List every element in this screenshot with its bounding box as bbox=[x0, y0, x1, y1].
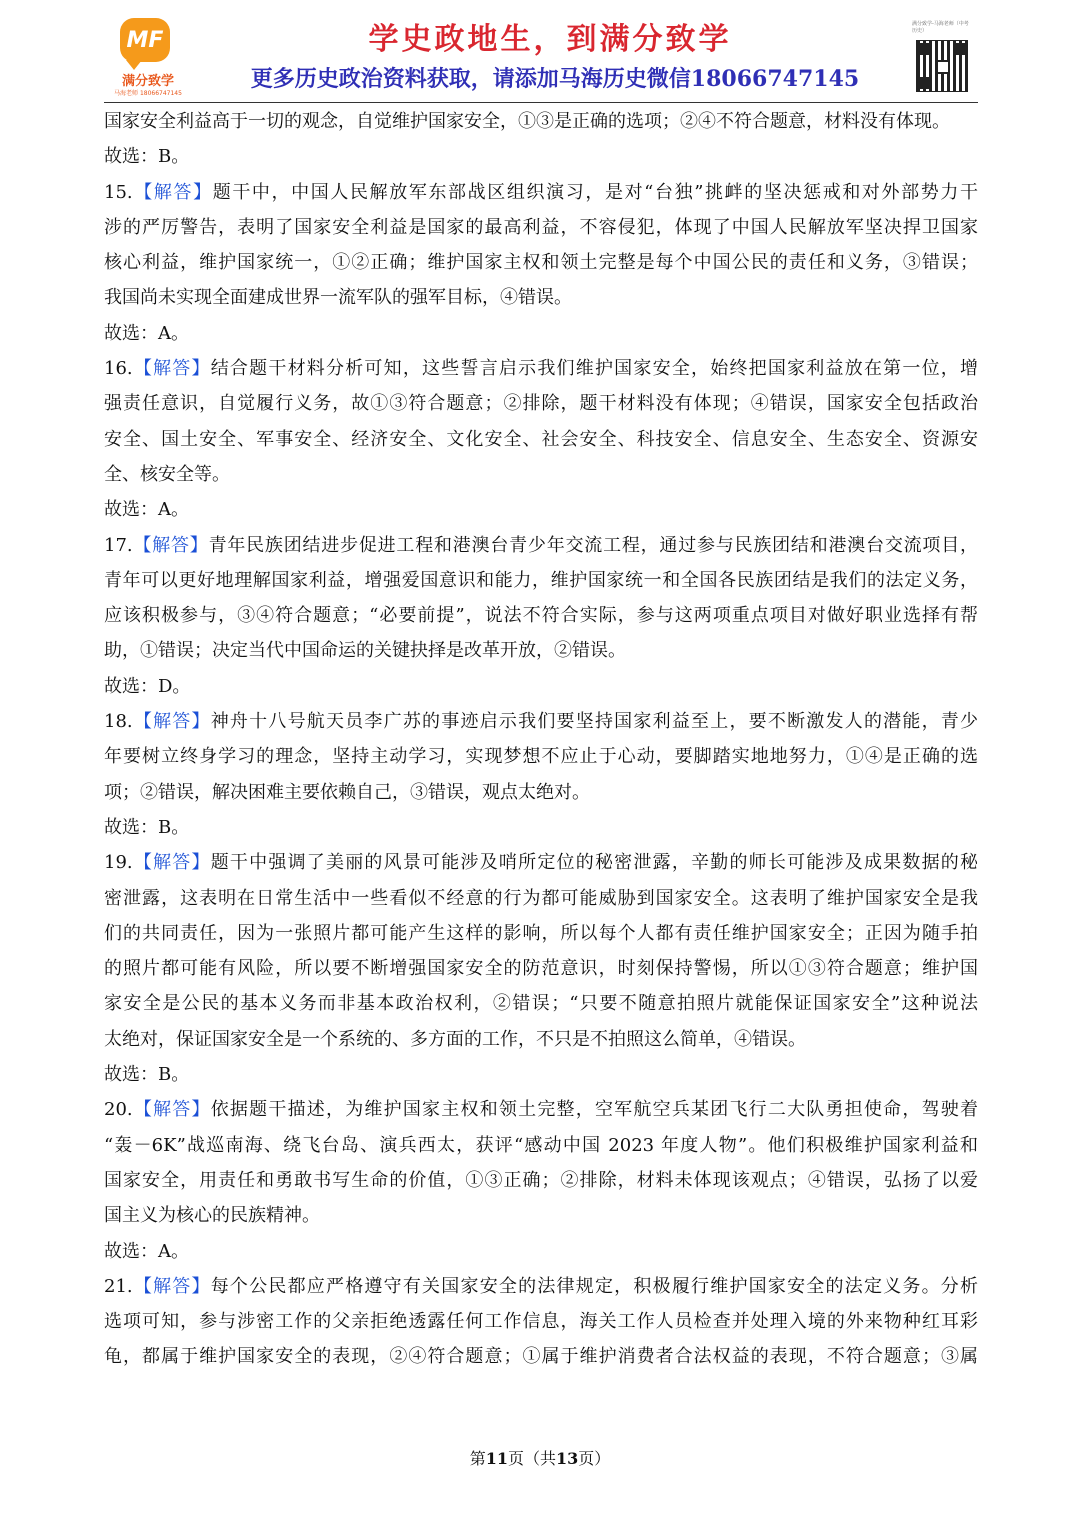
text-line bbox=[104, 316, 978, 351]
line-text: 神舟十八号航天员李广苏的事迹启示我们要坚持国家利益至上，要不断激发人的潜能，青少 bbox=[210, 711, 978, 733]
line-text: 助，①错误；决定当代中国命运的关键抉择是改革开放，②错误。 bbox=[104, 640, 626, 662]
text-line bbox=[104, 1198, 978, 1233]
text-line bbox=[104, 528, 978, 563]
line-text: 依据题干描述，为维护国家主权和领土完整，空军航空兵某团飞行二大队勇担使命，驾驶着 bbox=[210, 1099, 978, 1121]
answer-body bbox=[104, 104, 978, 1375]
line-text: 题干中强调了美丽的风景可能涉及哨所定位的秘密泄露，辛勤的师长可能涉及成果数据的秘 bbox=[210, 852, 978, 874]
text-line bbox=[104, 951, 978, 986]
footer-total-pages: 13 bbox=[556, 1449, 579, 1468]
logo-phone: 马海老师 18066747145 bbox=[114, 90, 182, 97]
line-text: 青年可以更好地理解国家利益，增强爱国意识和能力，维护国家统一和全国各民族团结是我们的法定义务， bbox=[104, 569, 978, 591]
text-line bbox=[104, 810, 978, 845]
answer-tag: 【解答】 bbox=[132, 852, 211, 874]
line-text: 全、核安全等。 bbox=[104, 463, 230, 485]
line-text: 龟，都属于维护国家安全的表现，②④符合题意；①属于维护消费者合法权益的表现，不符合题意；③属 bbox=[104, 1346, 978, 1368]
line-text: 们的共同责任，因为一张照片都可能产生这样的影响，所以每个人都有责任维护国家安全；正因为随手拍 bbox=[104, 922, 978, 944]
line-text: 故选：A。 bbox=[104, 499, 189, 521]
line-text: 涉的严厉警告，表明了国家安全利益是国家的最高利益，不容侵犯，体现了中国人民解放军坚决捍卫国家 bbox=[104, 216, 978, 238]
line-text: 故选：B。 bbox=[104, 816, 190, 838]
answer-tag: 【解答】 bbox=[132, 534, 209, 556]
qr-caption: 满分致学-马海老师（中考历史） bbox=[912, 21, 969, 34]
line-text: 我国尚未实现全面建成世界一流军队的强军目标，④错误。 bbox=[104, 287, 572, 309]
text-line bbox=[104, 175, 978, 210]
line-text: 家安全是公民的基本义务而非基本政治权利，②错误；“只要不随意拍照片就能保证国家安全”这种说法 bbox=[104, 993, 978, 1015]
line-text: 故选：D。 bbox=[104, 675, 191, 697]
question-number: 21. bbox=[104, 1275, 133, 1297]
text-line bbox=[104, 1057, 978, 1092]
text-line bbox=[104, 916, 978, 951]
text-line bbox=[104, 1022, 978, 1057]
text-line bbox=[104, 210, 978, 245]
text-line bbox=[104, 422, 978, 457]
text-line bbox=[104, 104, 978, 139]
text-line bbox=[104, 704, 978, 739]
line-text: 故选：A。 bbox=[104, 1240, 189, 1262]
text-line bbox=[104, 139, 978, 174]
line-text: 国家安全，用责任和勇敢书写生命的价值，①③正确；②排除，材料未体现该观点；④错误，弘扬了以爱 bbox=[104, 1169, 978, 1191]
footer-page-number: 11 bbox=[485, 1449, 508, 1468]
text-line bbox=[104, 1234, 978, 1269]
text-line bbox=[104, 1269, 978, 1304]
line-text: 青年民族团结进步促进工程和港澳台青少年交流工程，通过参与民族团结和港澳台交流项目， bbox=[208, 534, 978, 556]
text-line bbox=[104, 1339, 978, 1374]
line-text: 故选：B。 bbox=[104, 146, 190, 168]
question-number: 17. bbox=[104, 534, 133, 556]
line-text: 题干中，中国人民解放军东部战区组织演习，是对“台独”挑衅的坚决惩戒和对外部势力干 bbox=[212, 181, 978, 203]
question-number: 16. bbox=[104, 358, 133, 380]
header-divider bbox=[104, 102, 978, 103]
footer-mid: 页（共 bbox=[507, 1449, 556, 1468]
line-text: 故选：B。 bbox=[104, 1064, 190, 1086]
line-text: 密泄露，这表明在日常生活中一些看似不经意的行为都可能威胁到国家安全。这表明了维护国家安全是我 bbox=[104, 887, 978, 909]
line-text: “轰－6K”战巡南海、绕飞台岛、演兵西太，获评“感动中国 2023 年度人物”。他们积极维护国家利益和 bbox=[104, 1134, 978, 1156]
page-header bbox=[0, 0, 1080, 104]
text-line bbox=[104, 739, 978, 774]
text-line bbox=[104, 563, 978, 598]
line-text: 强责任意识，自觉履行义务，故①③符合题意；②排除，题干材料没有体现；④错误，国家安全包括政治 bbox=[104, 393, 978, 415]
line-text: 安全、国土安全、军事安全、经济安全、文化安全、社会安全、科技安全、信息安全、生态安全、资源安 bbox=[104, 428, 978, 450]
footer-prefix: 第 bbox=[469, 1449, 486, 1468]
answer-tag: 【解答】 bbox=[132, 711, 211, 733]
answer-tag: 【解答】 bbox=[132, 358, 211, 380]
text-line bbox=[104, 986, 978, 1021]
line-text: 核心利益，维护国家统一，①②正确；维护国家主权和领土完整是每个中国公民的责任和义务，③错误； bbox=[104, 252, 978, 274]
line-text: 的照片都可能有风险，所以要不断增强国家安全的防范意识，时刻保持警惕，所以①③符合题意；维护国 bbox=[104, 958, 978, 980]
header-contact: 更多历史政治资料获取，请添加马海历史微信18066747145 bbox=[250, 66, 860, 92]
question-number: 18. bbox=[104, 711, 133, 733]
line-text: 项；②错误，解决困难主要依赖自己，③错误，观点太绝对。 bbox=[104, 781, 590, 803]
logo-name: 满分致学 bbox=[121, 74, 174, 89]
logo-mark: MF bbox=[126, 27, 164, 53]
line-text: 国主义为核心的民族精神。 bbox=[104, 1205, 320, 1227]
text-line bbox=[104, 457, 978, 492]
text-line bbox=[104, 386, 978, 421]
line-text: 国家安全利益高于一切的观念，自觉维护国家安全，①③是正确的选项；②④不符合题意，材料没有体现。 bbox=[104, 111, 950, 132]
question-number: 19. bbox=[104, 852, 133, 874]
text-line bbox=[104, 351, 978, 386]
text-line bbox=[104, 245, 978, 280]
page-footer bbox=[0, 1446, 1080, 1469]
answer-tag: 【解答】 bbox=[132, 181, 213, 203]
header-slogan: 学史政地生，到满分致学 bbox=[368, 22, 732, 57]
text-line bbox=[104, 1163, 978, 1198]
logo bbox=[112, 18, 184, 98]
qr-center-icon bbox=[936, 60, 950, 74]
text-line bbox=[104, 1092, 978, 1127]
text-line bbox=[104, 1128, 978, 1163]
answer-tag: 【解答】 bbox=[132, 1275, 211, 1297]
line-text: 太绝对，保证国家安全是一个系统的、多方面的工作，不只是不拍照这么简单，④错误。 bbox=[104, 1028, 806, 1050]
text-line bbox=[104, 598, 978, 633]
line-text: 年要树立终身学习的理念，坚持主动学习，实现梦想不应止于心动，要脚踏实地地努力，①④是正确的选 bbox=[104, 746, 978, 768]
line-text: 故选：A。 bbox=[104, 322, 189, 344]
text-line bbox=[104, 881, 978, 916]
text-line bbox=[104, 633, 978, 668]
line-text: 每个公民都应严格遵守有关国家安全的法律规定，积极履行维护国家安全的法定义务。分析 bbox=[210, 1275, 978, 1297]
line-text: 选项可知，参与涉密工作的父亲拒绝透露任何工作信息，海关工作人员检查并处理入境的外来物种红耳彩 bbox=[104, 1311, 978, 1333]
text-line bbox=[104, 669, 978, 704]
text-line bbox=[104, 845, 978, 880]
text-line bbox=[104, 1304, 978, 1339]
logo-badge-icon bbox=[120, 18, 170, 62]
answer-tag: 【解答】 bbox=[132, 1099, 211, 1121]
line-text: 结合题干材料分析可知，这些誓言启示我们维护国家安全，始终把国家利益放在第一位，增 bbox=[210, 358, 978, 380]
question-number: 15. bbox=[104, 181, 133, 203]
text-line bbox=[104, 280, 978, 315]
line-text: 应该积极参与，③④符合题意；“必要前提”，说法不符合实际，参与这两项重点项目对做好职业选择有帮 bbox=[104, 605, 978, 627]
question-number: 20. bbox=[104, 1099, 133, 1121]
text-line bbox=[104, 492, 978, 527]
text-line bbox=[104, 775, 978, 810]
footer-suffix: 页） bbox=[578, 1449, 611, 1468]
